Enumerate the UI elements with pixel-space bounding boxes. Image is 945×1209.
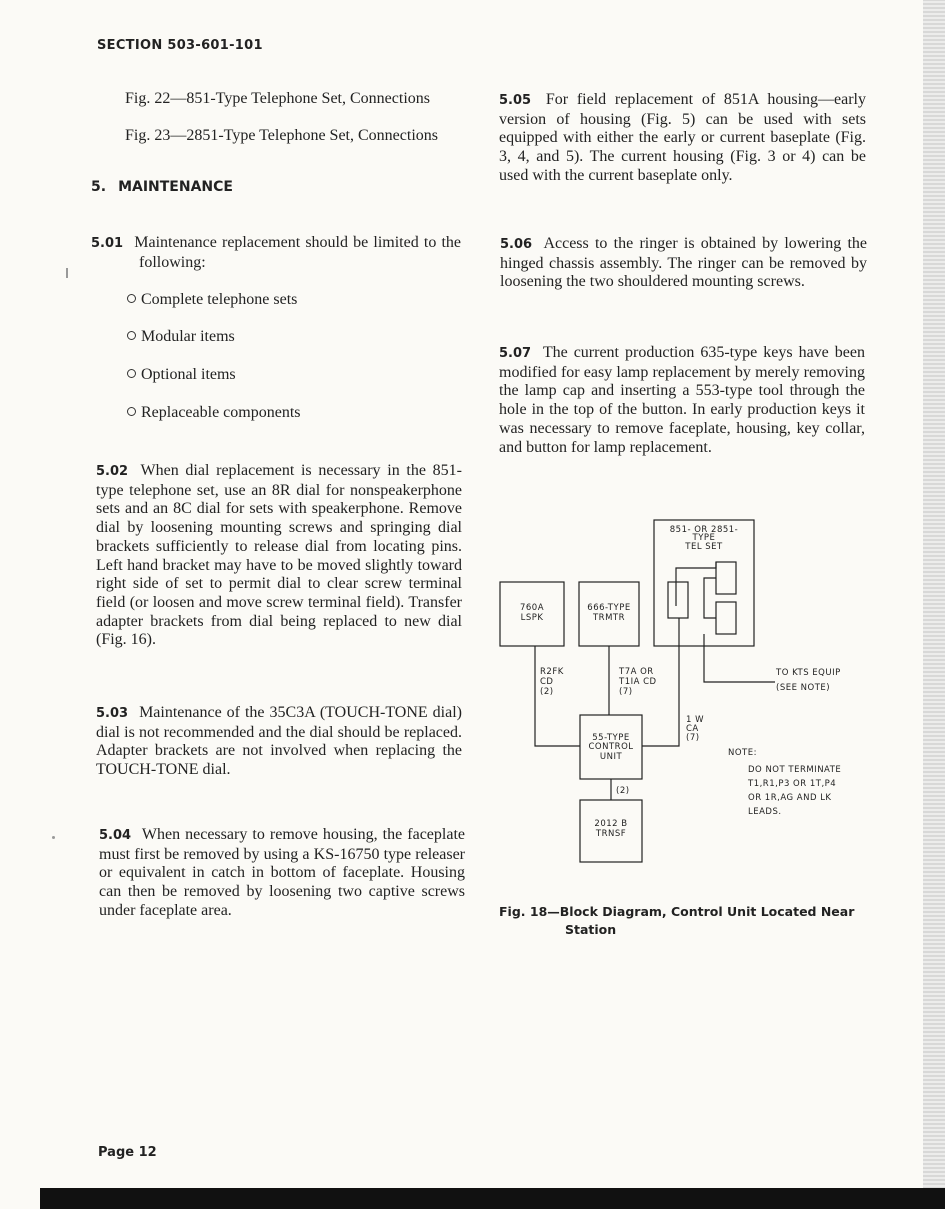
bullet-icon <box>127 407 136 416</box>
paragraph-number: 5.04 <box>99 828 132 843</box>
paragraph-number: 5.03 <box>96 706 129 721</box>
paragraph-5-03 <box>96 704 462 780</box>
telset-component <box>716 562 736 594</box>
bullet-item: Modular items <box>127 328 235 346</box>
block-diagram <box>490 510 890 880</box>
svg-text:(SEE NOTE): (SEE NOTE) <box>776 683 831 693</box>
note-line: DO NOT TERMINATE <box>748 765 842 775</box>
section-heading <box>91 179 233 195</box>
paragraph-text: When necessary to remove housing, the faceplate must first be removed by using a KS-16750 type releaser or equivalent in catch in bottom of faceplate. Housing can then be removed by loosening two captive screws under faceplate area. <box>99 826 465 919</box>
svg-text:T1IA CD: T1IA CD <box>619 677 657 687</box>
svg-text:(7): (7) <box>686 733 700 743</box>
telset-component <box>716 602 736 634</box>
svg-text:CA: CA <box>686 724 699 734</box>
bullet-item: Optional items <box>127 366 236 384</box>
note-line: T1,R1,P3 OR 1T,P4 <box>748 779 837 789</box>
section-header: SECTION 503-601-101 <box>97 38 263 53</box>
paragraph-text: Access to the ringer is obtained by lowering the hinged chassis assembly. The ringer can be removed by loosening the two shouldered mounting screws. <box>500 235 867 291</box>
telset-wire <box>676 562 716 606</box>
bullet-icon <box>127 331 136 340</box>
t7a-label: T7A OR <box>619 667 654 677</box>
transformer-label: 2012 B <box>594 819 628 829</box>
page-number: Page 12 <box>98 1145 157 1160</box>
lspk-label: 760A <box>519 603 545 613</box>
scan-mark <box>66 268 68 278</box>
control-unit-label: 55-TYPE <box>592 733 630 743</box>
r2fk-label: R2FK <box>540 667 564 677</box>
svg-text:TRNSF: TRNSF <box>595 829 627 839</box>
note-line: LEADS. <box>748 807 782 817</box>
bullet-icon <box>127 369 136 378</box>
svg-text:TRMTR: TRMTR <box>592 613 626 623</box>
note-label: NOTE: <box>728 748 757 758</box>
paragraph-5-04 <box>99 826 465 921</box>
svg-text:(2): (2) <box>540 687 554 697</box>
bullet-item: Complete telephone sets <box>127 291 297 309</box>
svg-text:LSPK: LSPK <box>520 613 544 623</box>
svg-text:(7): (7) <box>619 687 633 697</box>
svg-text:CONTROL: CONTROL <box>588 742 634 752</box>
figure-reference-22: Fig. 22—851-Type Telephone Set, Connections <box>125 90 430 107</box>
telset-component <box>668 582 688 618</box>
figure-caption <box>499 903 879 939</box>
svg-text:TYPE: TYPE <box>692 533 716 543</box>
bullet-icon <box>127 294 136 303</box>
section-title: MAINTENANCE <box>118 179 233 195</box>
section-number: 5. <box>91 179 107 195</box>
telset-wire <box>704 578 716 618</box>
paragraph-5-07 <box>499 344 865 457</box>
bullet-item: Replaceable components <box>127 404 301 422</box>
paragraph-text: Maintenance of the 35C3A (TOUCH-TONE dial) dial is not recommended and the dial should be replaced. Adapter brackets are not involved when replacing the TOUCH-TONE dial. <box>96 704 462 779</box>
paragraph-text: Maintenance replacement should be limited to the following: <box>134 234 462 271</box>
telset-label: 851- OR 2851- <box>669 525 739 535</box>
kts-cord <box>704 634 775 682</box>
note-line: OR 1R,AG AND LK <box>748 793 832 803</box>
paragraph-text: For field replacement of 851A housing—early version of housing (Fig. 5) can be used with sets equipped with either the early or current baseplate (Fig. 3, 4, and 5). The current housing (Fig. 3 or 4) can be used with the current baseplate only. <box>499 91 866 184</box>
paragraph-text: The current production 635-type keys have been modified for easy lamp replacement by merely removing the lamp cap and inserting a 553-type tool through the hole in the top of the button. In early production keys it was necessary to remove faceplate, housing, key collar, and button for lamp replacement. <box>499 344 866 456</box>
paragraph-number: 5.01 <box>91 236 124 251</box>
svg-text:TEL SET: TEL SET <box>685 542 723 552</box>
scan-edge <box>923 0 945 1209</box>
paragraph-5-06 <box>500 235 867 292</box>
paragraph-5-05 <box>499 91 866 186</box>
svg-text:CD: CD <box>540 677 554 687</box>
paragraph-number: 5.05 <box>499 93 532 108</box>
paragraph-text: When dial replacement is necessary in the 851-type telephone set, use an 8R dial for nonspeakerphone sets and an 8C dial for sets with speakerphone. Remove dial by loosening mounting screws and springing dial brackets sufficiently to release dial from locating pins. Left hand bracket may have to be moved slightly toward right side of set to permit dial to clear screw terminal field (or loosen and move screw terminal field). Transfer adapter brackets from dial being replaced to new dial (Fig. 16). <box>96 462 462 649</box>
lwca-label: 1 W <box>686 715 705 725</box>
paragraph-number: 5.02 <box>96 464 129 479</box>
svg-text:UNIT: UNIT <box>599 752 623 762</box>
caption-line-1: Fig. 18—Block Diagram, Control Unit Located Near <box>499 904 855 919</box>
figure-reference-23: Fig. 23—2851-Type Telephone Set, Connections <box>125 127 438 144</box>
scan-bottom-edge <box>40 1188 945 1209</box>
paragraph-5-02 <box>96 462 462 650</box>
paragraph-number: 5.07 <box>499 346 532 361</box>
transformer-cord-label: (2) <box>616 786 630 796</box>
paragraph-number: 5.06 <box>500 237 533 252</box>
kts-label: TO KTS EQUIP <box>776 668 841 678</box>
paragraph-5-01 <box>91 234 461 272</box>
trmtr-label: 666-TYPE <box>587 603 631 613</box>
caption-line-2: Station <box>565 922 617 937</box>
scan-mark <box>52 836 55 839</box>
